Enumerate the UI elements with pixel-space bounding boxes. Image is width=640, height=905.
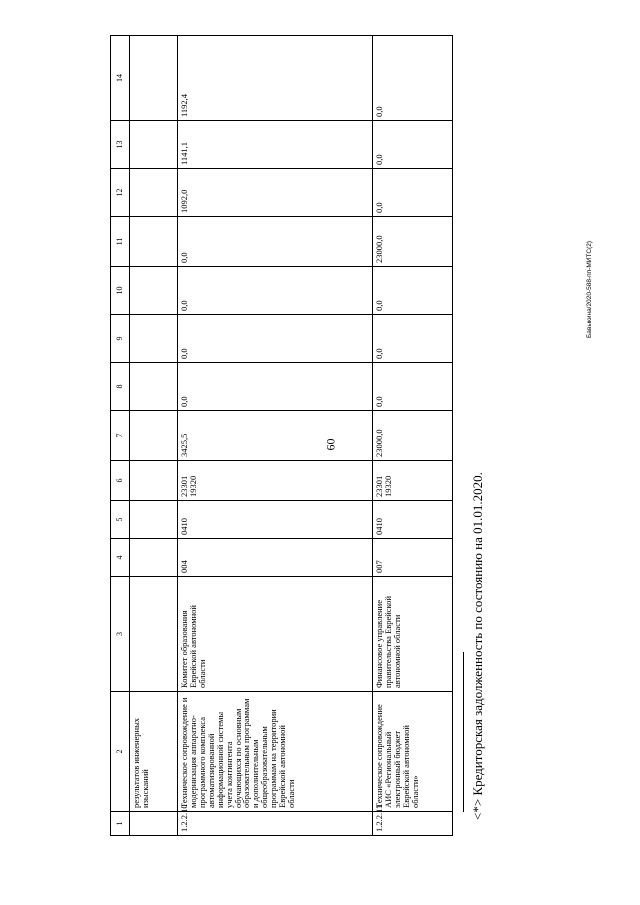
cell: 1092,0 <box>178 169 373 217</box>
cell <box>130 501 178 539</box>
table-row <box>178 36 373 836</box>
cell: 0,0 <box>373 36 453 121</box>
column-header: 5 <box>111 501 130 539</box>
cell: 23000,0 <box>373 411 453 461</box>
column-header: 2 <box>111 692 130 812</box>
cell: 1192,4 <box>178 36 373 121</box>
table-header-row <box>111 36 130 836</box>
cell <box>130 539 178 577</box>
column-header: 4 <box>111 539 130 577</box>
cell <box>130 267 178 315</box>
cell: 0,0 <box>373 363 453 411</box>
column-header: 9 <box>111 315 130 363</box>
column-header: 12 <box>111 169 130 217</box>
column-header: 1 <box>111 812 130 836</box>
cell: 004 <box>178 539 373 577</box>
cell: Техническое сопровождение и модернизация аппаратно-программного комплекса автоматизированной информационной системы учета контингента обучающихся по основным образовательным программам и дополнительным общеобразовательным программам на территории Еврейской автономной области <box>178 692 373 812</box>
cell: 0,0 <box>178 363 373 411</box>
cell: 0,0 <box>178 315 373 363</box>
budget-table-container <box>110 36 453 836</box>
cell <box>130 577 178 692</box>
footnote-separator <box>463 652 465 812</box>
cell <box>130 363 178 411</box>
cell <box>130 36 178 121</box>
cell: 0,0 <box>178 217 373 267</box>
cell: Комитет образования Еврейской автономной области <box>178 577 373 692</box>
cell <box>130 315 178 363</box>
cell <box>130 411 178 461</box>
cell: 0,0 <box>373 267 453 315</box>
cell: 0,0 <box>373 121 453 169</box>
cell: 3425,5 <box>178 411 373 461</box>
cell: 0,0 <box>373 169 453 217</box>
table-row <box>130 36 178 836</box>
cell: 23301 19320 <box>373 461 453 501</box>
cell: результатов инженерных изысканий <box>130 692 178 812</box>
table-row <box>373 36 453 836</box>
cell: 23000,0 <box>373 217 453 267</box>
column-header: 8 <box>111 363 130 411</box>
cell: 23301 19320 <box>178 461 373 501</box>
cell: 007 <box>373 539 453 577</box>
column-header: 11 <box>111 217 130 267</box>
cell <box>130 461 178 501</box>
page-number: 60 <box>323 438 338 451</box>
cell: 0410 <box>373 501 453 539</box>
column-header: 6 <box>111 461 130 501</box>
cell: Финансовое управление правительства Еврейской автономной области <box>373 577 453 692</box>
column-header: 13 <box>111 121 130 169</box>
cell: 1.2.2.11 <box>373 812 453 836</box>
column-header: 7 <box>111 411 130 461</box>
footnote: <*> Кредиторская задолженность по состоянию на 01.01.2020. <box>470 472 485 820</box>
cell: 1.2.2.10 <box>178 812 373 836</box>
cell <box>130 121 178 169</box>
cell <box>130 169 178 217</box>
document-id: Бавыкина/2020-588-пп-МИТС(2) <box>586 240 593 338</box>
cell: Техническое сопровождение АИС «Региональный электронный бюджет Еврейской автономной области» <box>373 692 453 812</box>
cell: 0,0 <box>178 267 373 315</box>
cell <box>130 217 178 267</box>
cell <box>130 812 178 836</box>
cell: 1141,1 <box>178 121 373 169</box>
budget-table <box>110 35 453 836</box>
column-header: 10 <box>111 267 130 315</box>
column-header: 14 <box>111 36 130 121</box>
cell: 0410 <box>178 501 373 539</box>
cell: 0,0 <box>373 315 453 363</box>
column-header: 3 <box>111 577 130 692</box>
